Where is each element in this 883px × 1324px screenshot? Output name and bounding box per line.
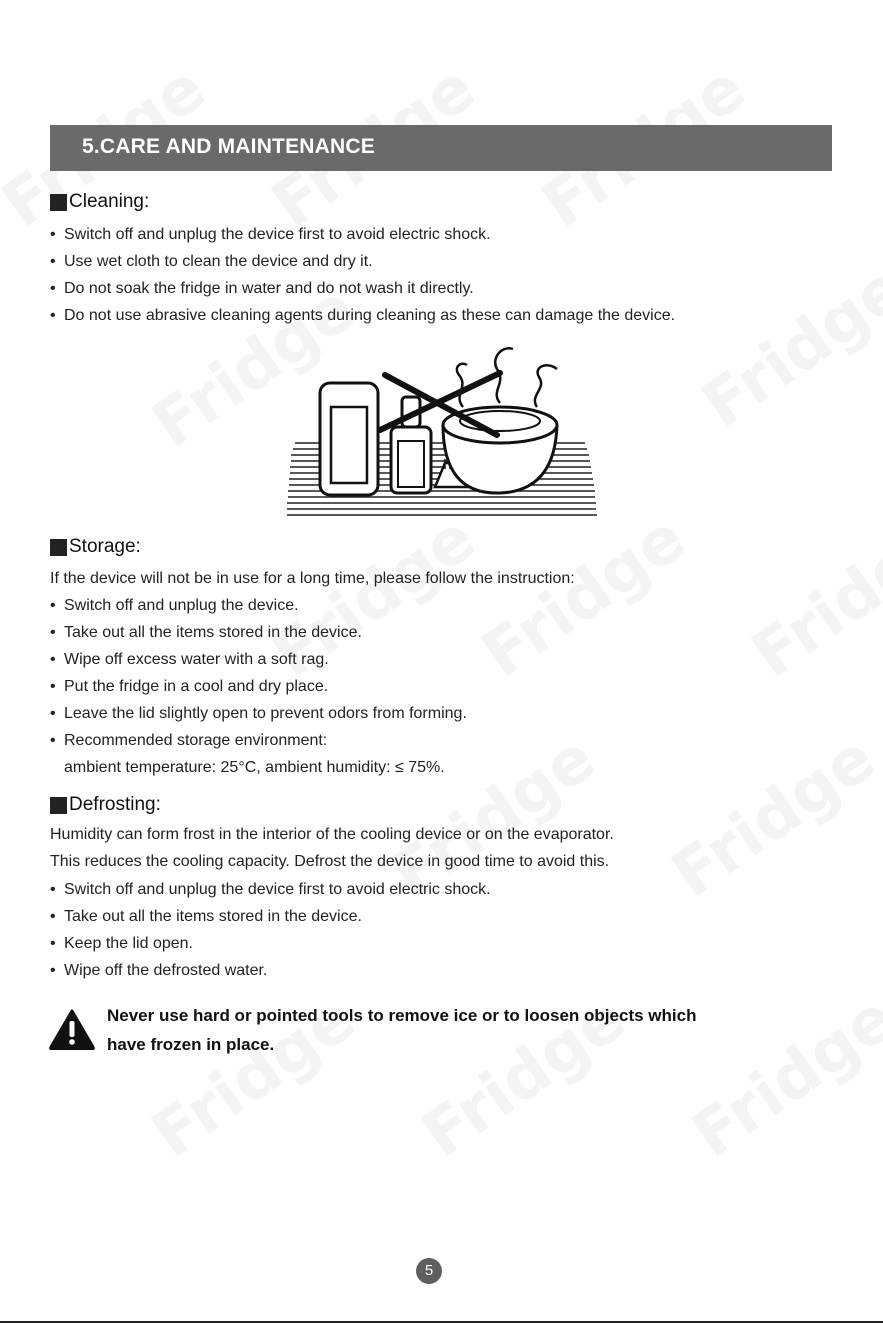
list-item: • Use wet cloth to clean the device and dry it. — [50, 253, 373, 270]
list-item: • Do not soak the fridge in water and do not wash it directly. — [50, 280, 474, 297]
watermark-text — [739, 501, 883, 692]
warning-text-line: Never use hard or pointed tools to remove ice or to loosen objects which — [107, 1006, 697, 1025]
watermark-text — [679, 981, 883, 1172]
list-item: • Recommended storage environment: — [50, 732, 328, 749]
storage-intro: If the device will not be in use for a long time, please follow the instruction: — [50, 570, 575, 587]
page-number: 5 — [416, 1258, 442, 1284]
storage-environment-detail: ambient temperature: 25°C, ambient humidity: ≤ 75%. — [64, 759, 445, 776]
watermark-text — [469, 501, 698, 692]
list-item: • Switch off and unplug the device. — [50, 597, 299, 614]
crossed-out-cleaning-agents-illustration — [285, 335, 600, 520]
footer-divider — [0, 1321, 883, 1323]
list-item: • Take out all the items stored in the device. — [50, 908, 362, 925]
list-item: • Switch off and unplug the device first to avoid electric shock. — [50, 226, 491, 243]
list-item: • Do not use abrasive cleaning agents during cleaning as these can damage the device. — [50, 307, 676, 324]
list-item: • Put the fridge in a cool and dry place. — [50, 678, 329, 695]
list-item: • Leave the lid slightly open to prevent odors from forming. — [50, 705, 467, 722]
defrosting-intro: Humidity can form frost in the interior of the cooling device or on the evaporator. — [50, 826, 614, 843]
warning-triangle-icon — [48, 1008, 96, 1050]
page-title: 5.CARE AND MAINTENANCE — [82, 135, 375, 158]
cleaning-heading: Cleaning: — [50, 191, 149, 213]
list-item: • Switch off and unplug the device first to avoid electric shock. — [50, 881, 491, 898]
heading-square-icon — [50, 797, 67, 814]
warning-text-line: have frozen in place. — [107, 1035, 275, 1054]
storage-heading: Storage: — [50, 536, 141, 558]
section-header-bar — [50, 125, 832, 171]
list-item: • Wipe off the defrosted water. — [50, 962, 268, 979]
list-item: • Keep the lid open. — [50, 935, 193, 952]
heading-square-icon — [50, 539, 67, 556]
list-item: • Wipe off excess water with a soft rag. — [50, 651, 329, 668]
defrosting-intro: This reduces the cooling capacity. Defrost the device in good time to avoid this. — [50, 853, 610, 870]
watermark-text — [659, 721, 883, 912]
heading-square-icon — [50, 194, 67, 211]
watermark-text — [689, 251, 883, 442]
defrosting-heading: Defrosting: — [50, 794, 161, 816]
list-item: • Take out all the items stored in the device. — [50, 624, 362, 641]
